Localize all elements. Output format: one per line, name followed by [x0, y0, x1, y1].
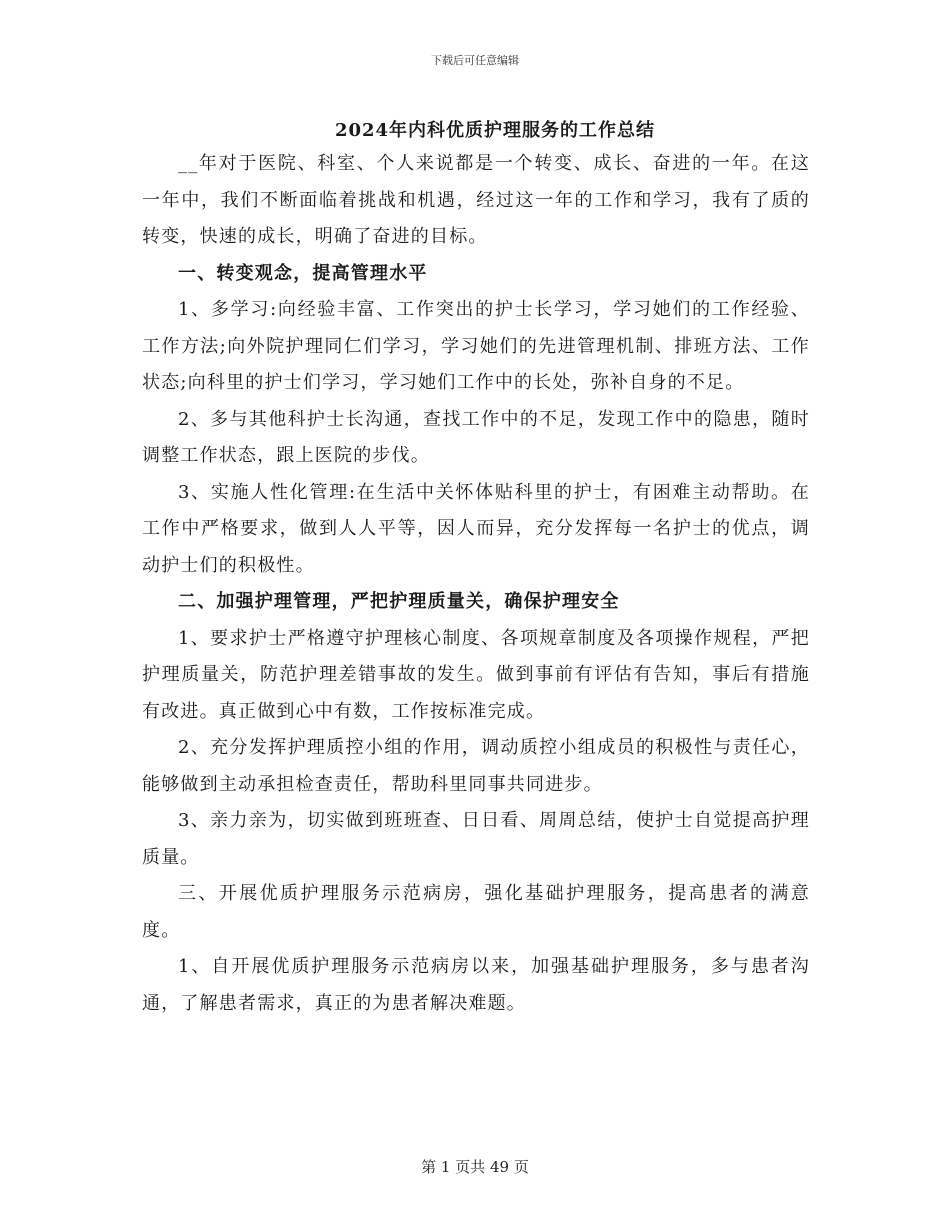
section-1-item-2: 2、多与其他科护士长沟通，查找工作中的不足，发现工作中的隐患，随时调整工作状态，跟上医院的步伐。	[142, 408, 810, 466]
page-header-note: 下载后可任意编辑	[431, 54, 519, 67]
document-title: 2024年内科优质护理服务的工作总结	[334, 120, 656, 141]
section-heading-3: 三、开展优质护理服务示范病房，强化基础护理服务，提高患者的满意度。	[142, 883, 810, 941]
section-2-item-2: 2、充分发挥护理质控小组的作用，调动质控小组成员的积极性与责任心，能够做到主动承担检查责任，帮助科里同事共同进步。	[142, 737, 810, 795]
section-1-item-1: 1、多学习:向经验丰富、工作突出的护士长学习，学习她们的工作经验、工作方法;向外院护理同仁们学习，学习她们的先进管理机制、排班方法、工作状态;向科里的护士们学习，学习她们工作中的长处，弥补自身的不足。	[142, 299, 810, 393]
section-3-item-1: 1、自开展优质护理服务示范病房以来，加强基础护理服务，多与患者沟通，了解患者需求，真正的为患者解决难题。	[142, 956, 810, 1014]
page-number-footer: 第 1 页共 49 页	[421, 1158, 529, 1176]
section-2-item-1: 1、要求护士严格遵守护理核心制度、各项规章制度及各项操作规程，严把护理质量关，防范护理差错事故的发生。做到事前有评估有告知，事后有措施有改进。真正做到心中有数，工作按标准完成。	[142, 627, 810, 722]
section-heading-1: 一、转变观念，提高管理水平	[178, 262, 428, 284]
intro-paragraph: __年对于医院、科室、个人来说都是一个转变、成长、奋进的一年。在这一年中，我们不断面临着挑战和机遇，经过这一年的工作和学习，我有了质的转变，快速的成长，明确了奋进的目标。	[142, 153, 810, 247]
document-body	[142, 146, 810, 1022]
section-heading-2: 二、加强护理管理，严把护理质量关，确保护理安全	[178, 591, 620, 612]
section-2-item-3: 3、亲力亲为，切实做到班班查、日日看、周周总结，使护士自觉提高护理质量。	[142, 810, 810, 868]
section-1-item-3: 3、实施人性化管理:在生活中关怀体贴科里的护士，有困难主动帮助。在工作中严格要求，做到人人平等，因人而异，充分发挥每一名护士的优点，调动护士们的积极性。	[142, 481, 810, 576]
